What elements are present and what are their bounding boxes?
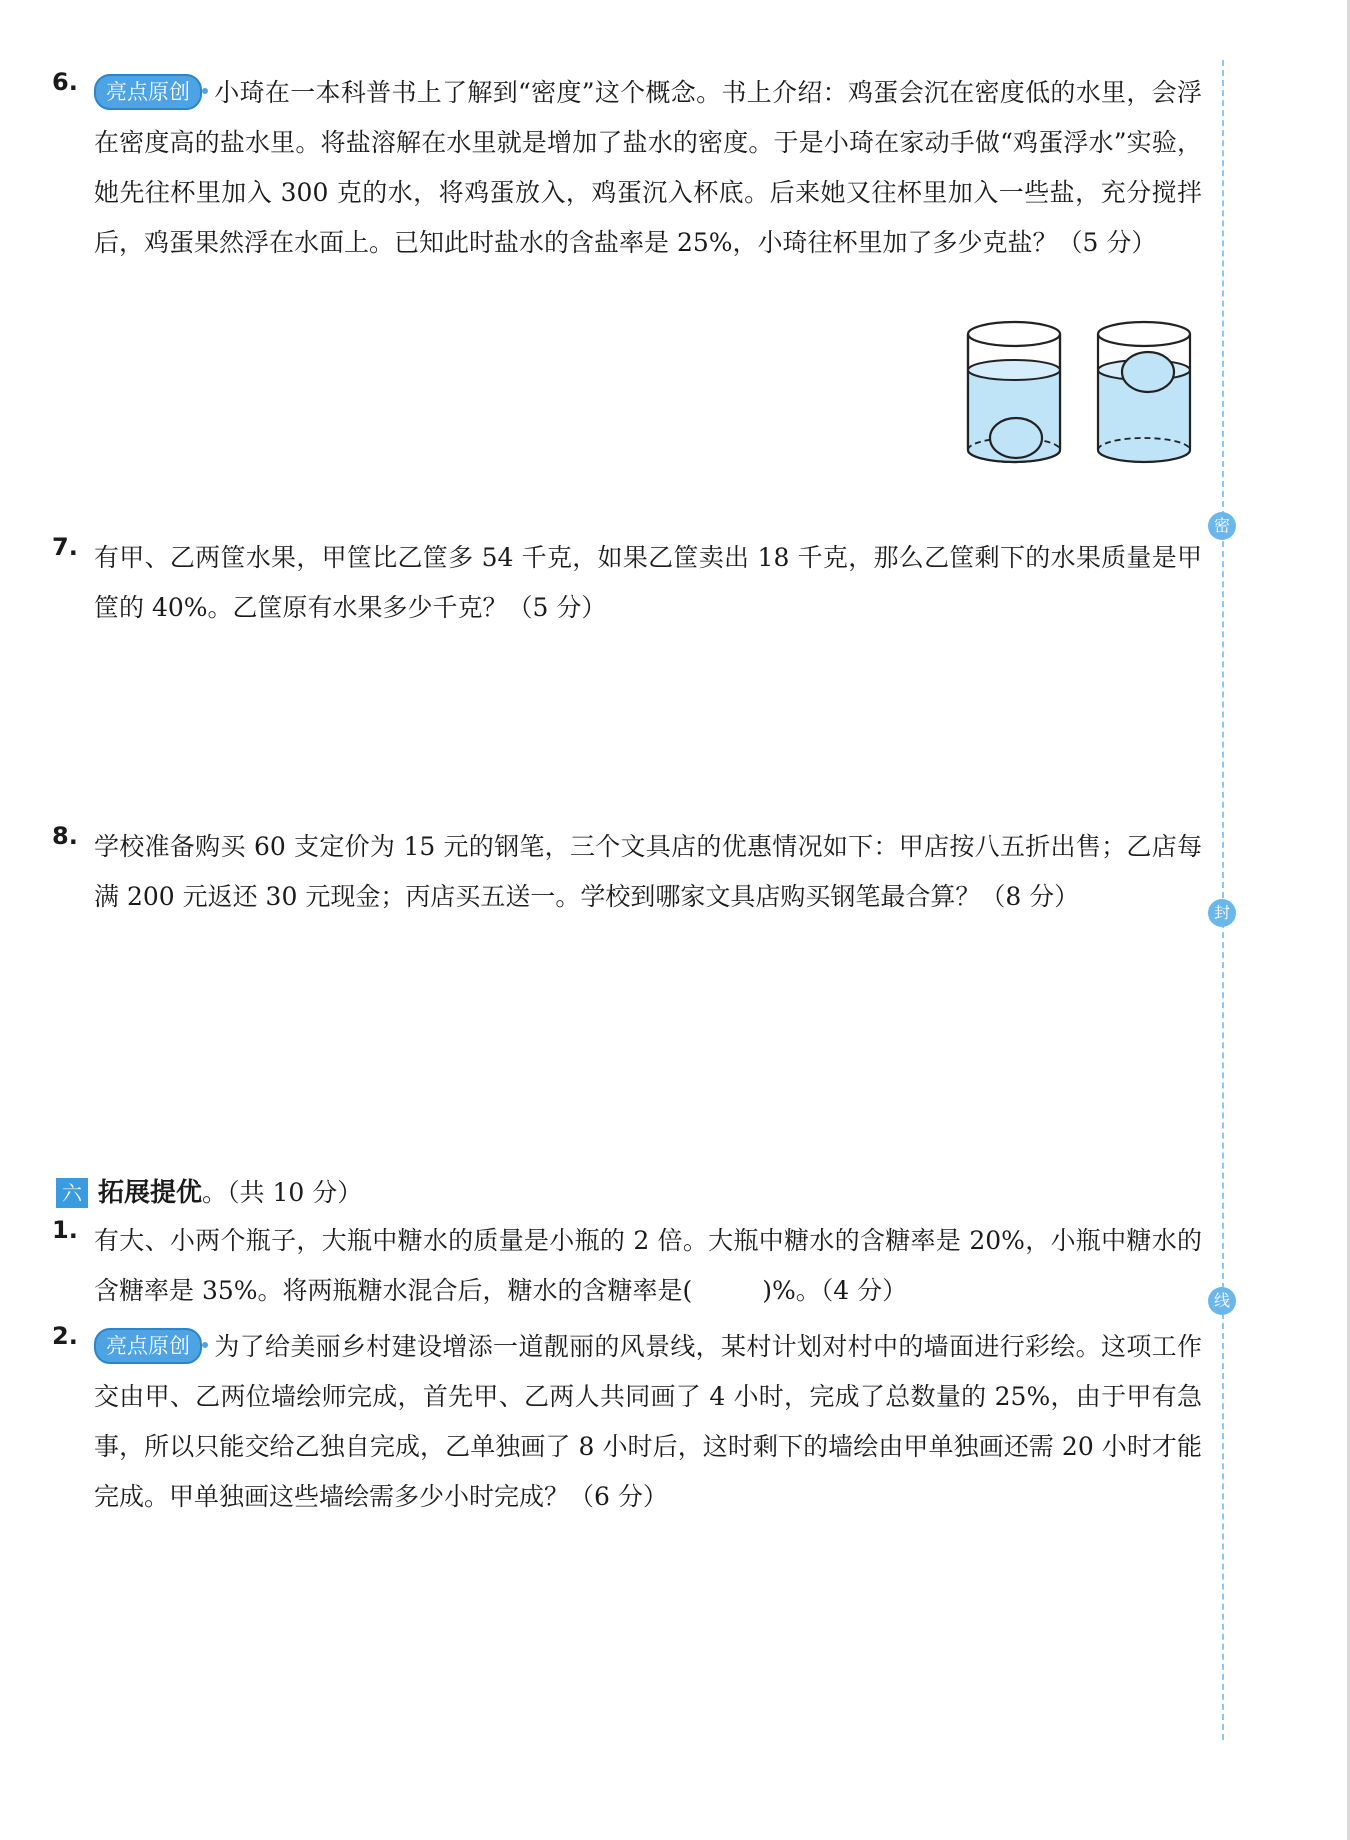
extension-question-2 [52, 1322, 1202, 1522]
binding-mark-xian: 线 [1208, 1287, 1236, 1315]
extension-question-1 [52, 1216, 1202, 1316]
cups-illustration [966, 320, 1206, 470]
question-text: 为了给美丽乡村建设增添一道靓丽的风景线，某村计划对村中的墙面进行彩绘。这项工作交由甲、乙两位墙绘师完成，首先甲、乙两人共同画了 4 小时，完成了总数量的 25%，由于甲有急事，所以只能交给乙独自完成，乙单独画了 8 小时后，这时剩下的墙绘由甲单独画还需 20 小时才能完成。甲单独画这些墙绘需多少小时完成？（6 分） [94, 1332, 1202, 1511]
egg-icon [990, 418, 1042, 458]
question-number: 1. [52, 1216, 78, 1244]
question-text: 学校准备购买 60 支定价为 15 元的钢笔，三个文具店的优惠情况如下：甲店按八五折出售；乙店每满 200 元返还 30 元现金；丙店买五送一。学校到哪家文具店购买钢笔最合算？（8 分） [94, 832, 1202, 911]
section-title: 拓展提优 [98, 1178, 203, 1208]
question-number: 2. [52, 1322, 78, 1350]
section-heading [56, 1172, 362, 1209]
question-7 [52, 533, 1202, 633]
question-text: 有甲、乙两筐水果，甲筐比乙筐多 54 千克，如果乙筐卖出 18 千克，那么乙筐剩下的水果质量是甲筐的 40%。乙筐原有水果多少千克？（5 分） [94, 543, 1202, 622]
cup-sinking-egg [968, 322, 1060, 462]
original-badge: 亮点原创 [94, 1328, 202, 1364]
cup-floating-egg [1098, 322, 1190, 462]
section-score: 。（共 10 分） [202, 1178, 363, 1207]
question-text: 小琦在一本科普书上了解到“密度”这个概念。书上介绍：鸡蛋会沉在密度低的水里，会浮在密度高的盐水里。将盐溶解在水里就是增加了盐水的密度。于是小琦在家动手做“鸡蛋浮水”实验，她先往杯里加入 300 克的水，将鸡蛋放入，鸡蛋沉入杯底。后来她又往杯里加入一些盐，充分搅拌后，鸡蛋果然浮在水面上。已知此时盐水的含盐率是 25%，小琦往杯里加了多少克盐？（5 分） [94, 78, 1202, 257]
egg-icon [1122, 352, 1174, 392]
section-number-icon: 六 [56, 1178, 88, 1208]
binding-mark-feng: 封 [1208, 899, 1236, 927]
question-8 [52, 822, 1202, 922]
question-number: 7. [52, 533, 78, 561]
question-text-end: )%。（4 分） [762, 1276, 908, 1305]
question-number: 8. [52, 822, 78, 850]
original-badge: 亮点原创 [94, 74, 202, 110]
binding-mark-mi: 密 [1208, 512, 1236, 540]
question-number: 6. [52, 68, 78, 96]
question-text: 有大、小两个瓶子，大瓶中糖水的质量是小瓶的 2 倍。大瓶中糖水的含糖率是 20%，小瓶中糖水的含糖率是 35%。将两瓶糖水混合后，糖水的含糖率是( [94, 1226, 1202, 1305]
question-6 [52, 68, 1202, 268]
